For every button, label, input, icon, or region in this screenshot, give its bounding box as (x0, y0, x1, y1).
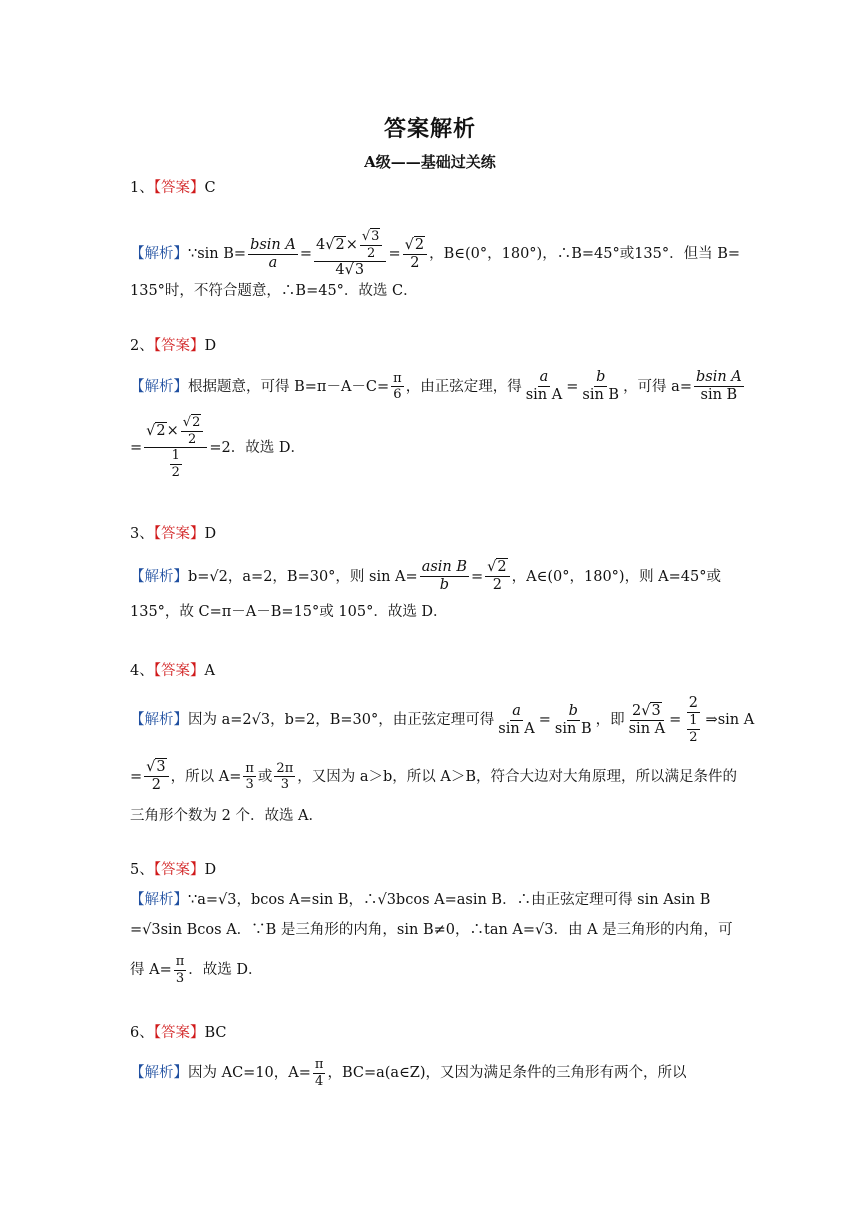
q5-answer: 5、【答案】D (130, 862, 217, 878)
section-heading: A级——基础过关练 (364, 153, 496, 171)
q6-answer: 6、【答案】BC (130, 1025, 227, 1041)
q1-answer: 1、【答案】C (130, 180, 216, 196)
q3-analysis-line2: 135°，故 C=π－A－B=15°或 105°．故选 D． (130, 604, 448, 620)
q2-answer: 2、【答案】D (130, 338, 217, 354)
q2-analysis-line1: 【解析】 根据题意，可得 B=π－A－C= $\frac{\pi}{6}$ ，由正弦定理，得 $\frac{a}{\text{sin A}}$ = $\frac{b}{\text{sin B}}$ ，可得 a= $\frac{\text{bsin A}}{\text{sin B}}$ (130, 369, 742, 404)
q4-analysis-line3: 三角形个数为 2 个．故选 A． (130, 808, 324, 824)
q4-answer: 4、【答案】A (130, 663, 215, 679)
q1-analysis-line2: 135°时，不符合题意，∴B=45°．故选 C． (130, 283, 418, 299)
q5-analysis-line2: =√3sin Bcos A．∵B 是三角形的内角，sin B≠0，∴tan A=√3．由 A 是三角形的内角，可 (130, 922, 733, 938)
q2-analysis-line2: = √2× $\frac{√2}{2}$ $\frac{1}{2}$ =2．故选 D． (130, 415, 305, 480)
q5-analysis-line1: 【解析】∵a=√3，bcos A=sin B，∴√3bcos A=asin B．∴由正弦定理可得 sin Asin B (130, 892, 711, 908)
page-title: 答案解析 (383, 117, 476, 142)
q3-answer: 3、【答案】D (130, 526, 217, 542)
q6-analysis-line1: 【解析】 因为 AC=10，A= $\frac{\pi}{4}$ ，BC=a(a∈Z)，又因为满足条件的三角形有两个，所以 (130, 1057, 687, 1089)
q5-analysis-line3: 得 A= $\frac{\pi}{3}$ ．故选 D． (130, 954, 263, 986)
q1-analysis-line1: 【解析】 ∵sin B= $\frac{\text{bsin A}}{a}$ = 4√2× $\frac{√3}{2}$ 4√3 = $\frac{√2}{2}$ ，B∈(0°，180°)，∴B=45°或135°．但当 B= (130, 229, 741, 279)
q3-analysis-line1: 【解析】 b=√2，a=2，B=30°，则 sin A= $\frac{\text{asin B}}{b}$ = $\frac{√2}{2}$ ，A∈(0°，180°)，则 A=45°或 (130, 559, 722, 594)
q4-analysis-line1: 【解析】 因为 a=2√3，b=2，B=30°，由正弦定理可得 $\frac{a}{\text{sin A}}$ = $\frac{b}{\text{sin B}}$ ，即 $\frac{2√3}{\text{sin A}}$ = $\frac{2}{\frac{1}{2}}$ ⇒sin A (130, 695, 755, 745)
q4-analysis-line2: = $\frac{√3}{2}$ ，所以 A= $\frac{\pi}{3}$ 或 $\frac{2\pi}{3}$ ，又因为 a＞b，所以 A＞B，符合大边对大角原理，所以满足条件的 (130, 759, 738, 794)
